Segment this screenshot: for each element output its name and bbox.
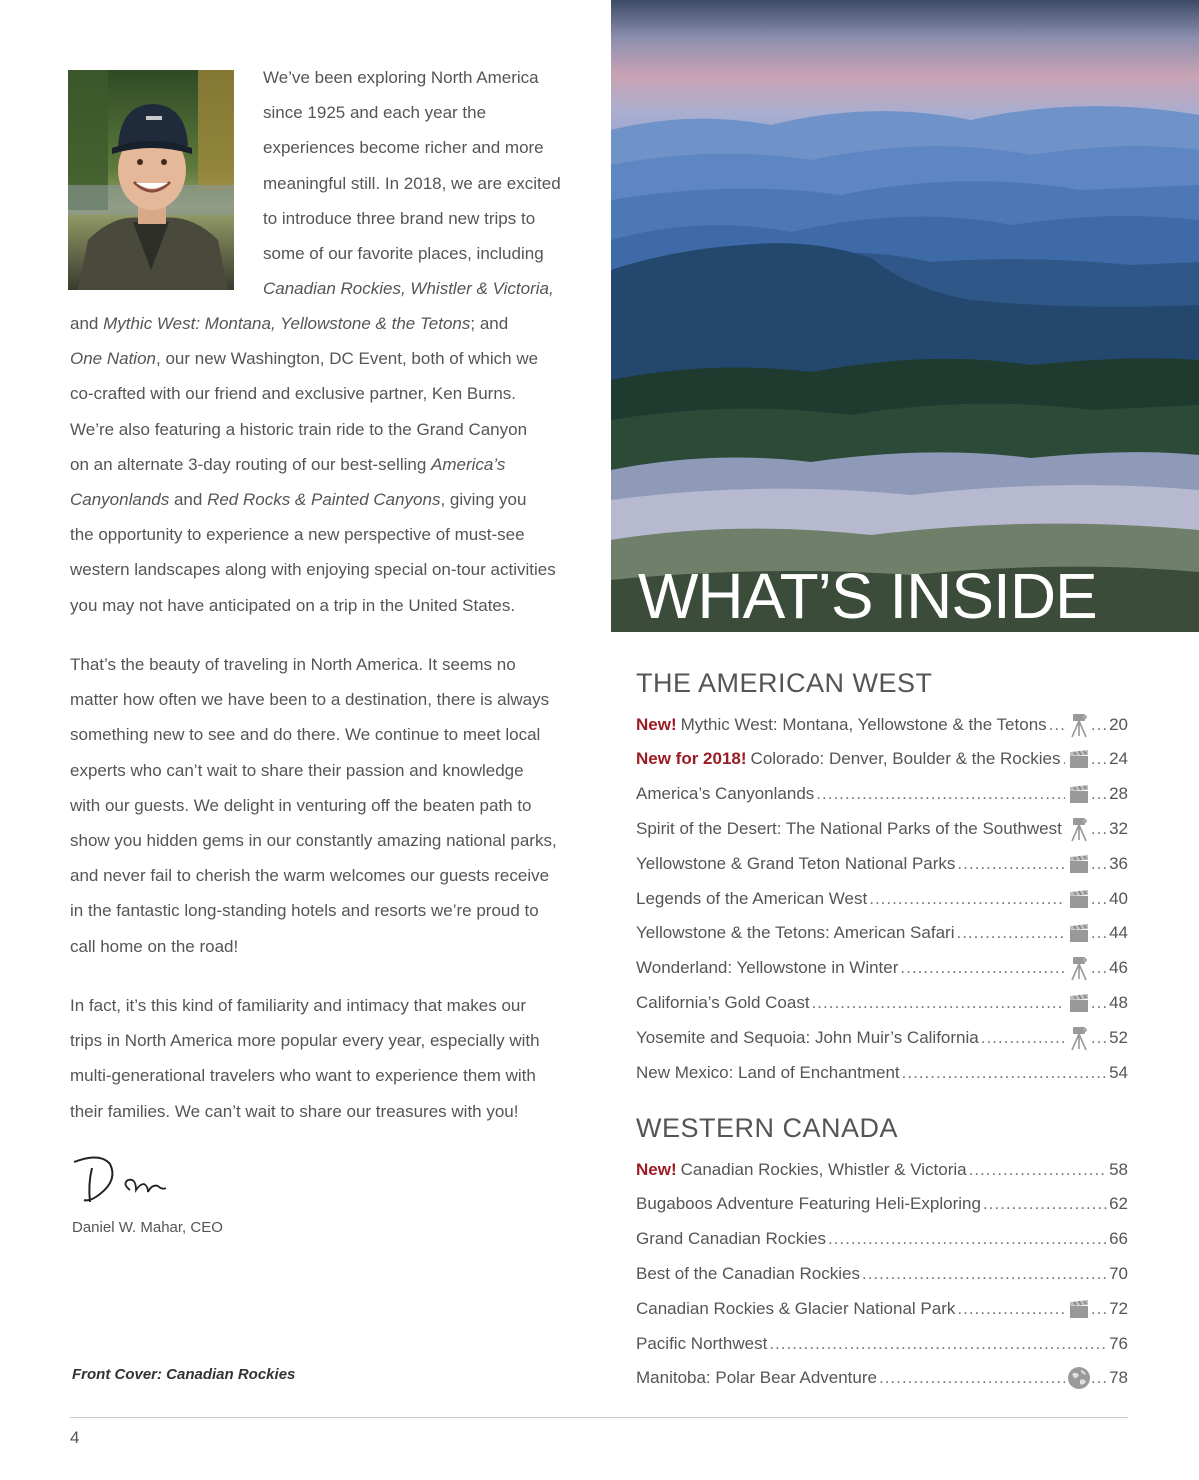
toc-page-number: 46 <box>1109 958 1128 978</box>
toc-entry-title: Grand Canadian Rockies <box>636 1229 826 1249</box>
letter-line: co-crafted with our friend and exclusive partner, Ken Burns. <box>70 384 517 404</box>
toc-page-number: 58 <box>1109 1159 1128 1179</box>
toc-entry <box>636 951 1128 986</box>
toc-entry-title: California’s Gold Coast <box>636 992 810 1012</box>
letter-line: That’s the beauty of traveling in North America. It seems no <box>70 655 516 674</box>
letter-line <box>263 271 561 306</box>
dot-leader <box>1063 749 1065 769</box>
toc-entry-title: Yellowstone & the Tetons: American Safari <box>636 923 955 943</box>
letter-intro <box>263 60 561 306</box>
toc-entry <box>636 1361 1128 1396</box>
toc-entry <box>636 1055 1128 1090</box>
dot-leader <box>957 1299 1065 1319</box>
toc-entry-title: Best of the Canadian Rockies <box>636 1263 860 1283</box>
toc-page-number: 32 <box>1109 818 1128 838</box>
letter-line: meaningful still. In 2018, we are excited <box>263 173 561 193</box>
toc-page-number: 48 <box>1109 992 1128 1012</box>
dot-leader <box>1049 715 1065 735</box>
letter-line <box>70 341 556 376</box>
letter-line: matter how often we have been to a destination, there is always <box>70 690 550 710</box>
camera-tripod-icon <box>1067 1025 1091 1051</box>
italic-trip-name: Red Rocks & Painted Canyons <box>207 490 441 510</box>
dot-leader: ... <box>1090 992 1109 1012</box>
letter-paragraph-2 <box>70 647 557 964</box>
new-badge: New! <box>636 714 677 734</box>
toc-entry-title: America’s Canyonlands <box>636 784 815 804</box>
toc-entry-title: Canadian Rockies & Glacier National Park <box>636 1298 956 1318</box>
letter-line: to introduce three brand new trips to <box>263 208 536 228</box>
footer-divider <box>70 1417 1128 1418</box>
toc-page-number: 24 <box>1109 749 1128 769</box>
letter-line: something new to see and do there. We continue to meet local <box>70 725 541 745</box>
letter-line: in the fantastic long-standing hotels and resorts we’re proud to <box>70 901 539 921</box>
letter-paragraph-1 <box>70 306 556 623</box>
toc-entry <box>636 1152 1128 1187</box>
camera-tripod-icon <box>1067 712 1091 738</box>
toc-section-heading: WESTERN CANADA <box>636 1113 899 1143</box>
toc-section-heading: THE AMERICAN WEST <box>636 668 933 698</box>
dot-leader <box>900 958 1065 978</box>
toc-entry <box>636 1256 1128 1291</box>
toc-entry <box>636 777 1128 812</box>
letter-line <box>70 482 556 517</box>
italic-trip-name: One Nation <box>70 349 156 369</box>
toc-entry-title: New Mexico: Land of Enchantment <box>636 1062 900 1082</box>
dot-leader: ... <box>1090 888 1109 908</box>
toc-entry <box>636 985 1128 1020</box>
letter-line: We’re also featuring a historic train ride to the Grand Canyon <box>70 419 528 439</box>
toc-entry-title: Manitoba: Polar Bear Adventure <box>636 1368 877 1388</box>
dot-leader <box>956 923 1064 943</box>
letter-line <box>70 306 556 341</box>
clapperboard-icon <box>1067 990 1091 1016</box>
toc-entry <box>636 742 1128 777</box>
dot-leader <box>862 1264 1107 1284</box>
letter-line: show you hidden gems in our constantly amazing national parks, <box>70 831 557 851</box>
dot-leader <box>869 889 1065 909</box>
new-badge: New for 2018! <box>636 749 747 769</box>
signature-image <box>70 1150 180 1210</box>
letter-line: western landscapes along with enjoying special on-tour activities <box>70 560 556 580</box>
dot-leader <box>828 1229 1107 1249</box>
toc-entry-title: Wonderland: Yellowstone in Winter <box>636 958 899 978</box>
letter-line: call home on the road! <box>70 936 239 956</box>
clapperboard-icon <box>1067 886 1091 912</box>
letter-line: multi-generational travelers who want to experience them with <box>70 1066 536 1086</box>
letter-line: trips in North America more popular every year, especially with <box>70 1031 540 1051</box>
dot-leader <box>969 1160 1107 1180</box>
italic-trip-name: Canadian Rockies, Whistler & Victoria, <box>263 279 554 299</box>
text: and <box>70 314 104 333</box>
toc-entry-title: Bugaboos Adventure Featuring Heli-Exploring <box>636 1194 981 1214</box>
toc-entry <box>636 881 1128 916</box>
dot-leader: ... <box>1090 958 1109 978</box>
text: on an alternate 3-day routing of our best-selling <box>70 454 432 474</box>
clapperboard-icon <box>1067 851 1091 877</box>
globe-icon <box>1067 1365 1091 1391</box>
toc-page-number: 40 <box>1109 888 1128 908</box>
page-number: 4 <box>70 1428 80 1447</box>
dot-leader <box>769 1334 1107 1354</box>
toc-entry-title: Mythic West: Montana, Yellowstone & the Tetons <box>680 714 1047 734</box>
dot-leader <box>983 1194 1107 1214</box>
letter-line: experts who can’t wait to share their passion and knowledge <box>70 760 524 780</box>
letter-line <box>70 447 556 482</box>
toc-page-number: 44 <box>1109 923 1128 943</box>
dot-leader <box>957 854 1064 874</box>
dot-leader <box>902 1063 1107 1083</box>
clapperboard-icon <box>1067 781 1091 807</box>
hero-landscape-photo <box>611 0 1199 632</box>
toc-entry <box>636 1187 1128 1222</box>
letter-line: some of our favorite places, including <box>263 244 544 264</box>
toc-entry <box>636 707 1128 742</box>
toc-page-number: 36 <box>1109 853 1128 873</box>
toc-entry-title: Colorado: Denver, Boulder & the Rockies <box>750 749 1061 769</box>
toc-entry <box>636 1291 1128 1326</box>
clapperboard-icon <box>1067 920 1091 946</box>
dot-leader: ... <box>1090 749 1109 769</box>
dot-leader: ... <box>1090 1368 1109 1388</box>
dot-leader: ... <box>1090 714 1109 734</box>
italic-trip-name: America’s <box>431 454 506 474</box>
text: ; and <box>470 314 509 333</box>
letter-line: and never fail to cherish the warm welcomes our guests receive <box>70 866 550 886</box>
clapperboard-icon <box>1067 1296 1091 1322</box>
dot-leader <box>812 993 1065 1013</box>
dot-leader: ... <box>1090 853 1109 873</box>
toc-entry <box>636 916 1128 951</box>
dot-leader: ... <box>1090 1298 1109 1318</box>
toc-entry <box>636 1222 1128 1257</box>
letter-line: you may not have anticipated on a trip in the United States. <box>70 595 516 615</box>
dot-leader: ... <box>1090 784 1109 804</box>
front-cover-caption: Front Cover: Canadian Rockies <box>72 1366 296 1383</box>
text: and <box>169 490 208 510</box>
whats-inside-title: WHAT’S INSIDE <box>638 560 1097 632</box>
letter-line: with our guests. We delight in venturing off the beaten path to <box>70 795 532 815</box>
toc-page-number: 52 <box>1109 1027 1128 1047</box>
toc-entry-title: Yosemite and Sequoia: John Muir’s California <box>636 1027 979 1047</box>
toc-page-number: 78 <box>1109 1368 1128 1388</box>
dot-leader <box>1064 819 1065 839</box>
ceo-portrait-photo <box>68 70 234 290</box>
toc-entry-title: Legends of the American West <box>636 888 868 908</box>
toc-entry <box>636 1326 1128 1361</box>
toc-page-number: 62 <box>1109 1194 1128 1214</box>
toc-page-number: 20 <box>1109 714 1128 734</box>
dot-leader <box>816 784 1065 804</box>
toc-page-number: 66 <box>1109 1229 1128 1249</box>
text: , our new Washington, DC Event, both of which we <box>156 349 539 369</box>
toc-entry <box>636 811 1128 846</box>
dot-leader: ... <box>1090 818 1109 838</box>
letter-line: since 1925 and each year the <box>263 103 487 123</box>
camera-tripod-icon <box>1067 816 1091 842</box>
toc-entry-title: Yellowstone & Grand Teton National Parks <box>636 853 956 873</box>
camera-tripod-icon <box>1067 955 1091 981</box>
italic-trip-name: Canyonlands <box>70 490 170 510</box>
toc-page-number: 76 <box>1109 1333 1128 1353</box>
dot-leader: ... <box>1090 1027 1109 1047</box>
toc-page-number: 54 <box>1109 1062 1128 1082</box>
toc-entry-title: Spirit of the Desert: The National Parks of the Southwest <box>636 818 1062 838</box>
toc-page-number: 28 <box>1109 784 1128 804</box>
clapperboard-icon <box>1067 746 1091 772</box>
signature-name: Daniel W. Mahar, CEO <box>72 1219 223 1236</box>
toc-entry-title: Canadian Rockies, Whistler & Victoria <box>680 1159 967 1179</box>
dot-leader <box>879 1368 1065 1388</box>
new-badge: New! <box>636 1159 677 1179</box>
toc-page-number: 70 <box>1109 1263 1128 1283</box>
text: , giving you <box>440 490 527 510</box>
letter-paragraph-3 <box>70 988 540 1129</box>
dot-leader <box>981 1028 1065 1048</box>
letter-line: the opportunity to experience a new perspective of must-see <box>70 525 525 545</box>
toc-entry-title: Pacific Northwest <box>636 1333 768 1353</box>
italic-trip-name: Mythic West: Montana, Yellowstone & the Tetons <box>103 314 471 333</box>
letter-line: their families. We can’t wait to share our treasures with you! <box>70 1101 519 1121</box>
letter-line: experiences become richer and more <box>263 138 544 158</box>
toc-entry <box>636 1020 1128 1055</box>
toc-page-number: 72 <box>1109 1298 1128 1318</box>
toc-entry <box>636 846 1128 881</box>
letter-line: In fact, it’s this kind of familiarity and intimacy that makes our <box>70 996 527 1015</box>
letter-line: We’ve been exploring North America <box>263 68 539 87</box>
dot-leader: ... <box>1090 923 1109 943</box>
